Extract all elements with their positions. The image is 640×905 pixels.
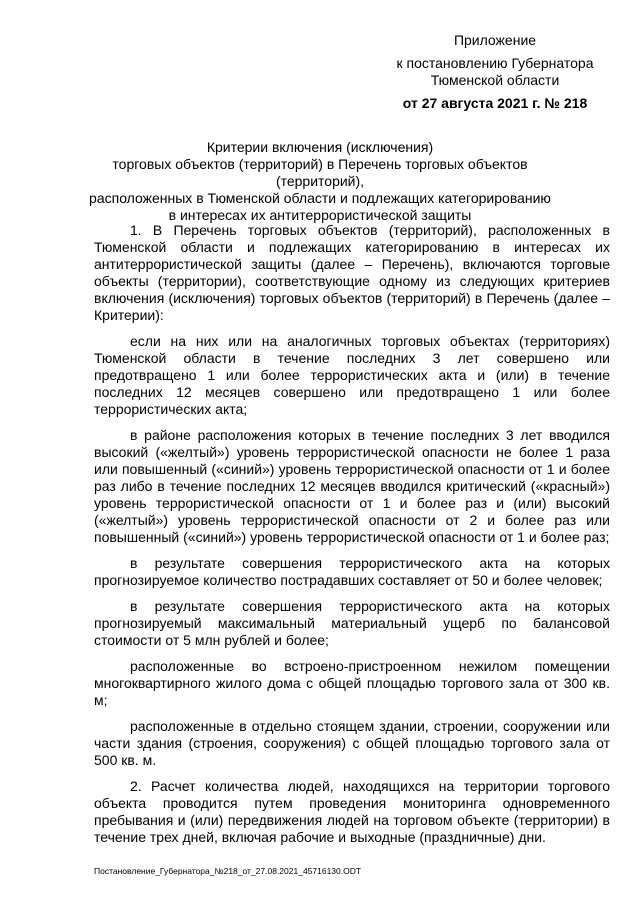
file-name-footer: Постановление_Губернатора_№218_от_27.08.2021_45716130.ODT	[94, 866, 362, 876]
criterion-4: в результате совершения террористического акта на которых прогнозируемый максимальный материальный ущерб по балансовой стоимости от 5 млн рублей и более;	[94, 598, 610, 648]
resolution-reference	[380, 55, 610, 89]
document-title	[80, 139, 560, 224]
title-line-2: торговых объектов (территорий) в Перечень торговых объектов (территорий),	[112, 156, 528, 189]
paragraph-2: 2. Расчет количества людей, находящихся на территории торгового объекта проводится путем проведения мониторинга одновременного пребывания и (или) передвижения людей на торговом объекте (территории) в течение трех дней, включая рабочие и выходные (праздничные) дни.	[94, 778, 610, 845]
appendix-label: Приложение	[453, 32, 537, 48]
criterion-2: в районе расположения которых в течение последних 3 лет вводился высокий («желтый») уровень террористической опасности не более 1 раза или повышенный («синий») уровень террористической опасности от 1 и более раз либо в течение последних 12 месяцев вводился критический («красный») уровень террористической опасности от 1 и более раз и (или) высокий («желтый») уровень террористической опасности от 2 и более раз или повышенный («синий») уровень террористической опасности от 1 и более раз;	[94, 427, 610, 545]
criterion-3: в результате совершения террористического акта на которых прогнозируемое количество пострадавших составляет от 50 и более человек;	[94, 555, 610, 588]
document-body	[94, 222, 610, 855]
title-line-4: в интересах их антитеррористической защиты	[168, 207, 472, 223]
resolution-line-1: к постановлению Губернатора	[396, 55, 594, 71]
title-line-1: Критерии включения (исключения)	[206, 139, 434, 155]
title-line-3: расположенных в Тюменской области и подлежащих категорированию	[89, 190, 551, 206]
criterion-1: если на них или на аналогичных торговых объектах (территориях) Тюменской области в течение последних 3 лет совершено или предотвращено 1 или более террористических акта и (или) в течение последних 12 месяцев совершено или предотвращено 1 или более террористических акта;	[94, 333, 610, 417]
resolution-line-2: Тюменской области	[430, 72, 560, 88]
criterion-5: расположенные во встроено-пристроенном нежилом помещении многоквартирного жилого дома с общей площадью торгового зала от 300 кв. м;	[94, 658, 610, 708]
resolution-date-number: от 27 августа 2021 г. № 218	[402, 95, 588, 111]
criterion-6: расположенные в отдельно стоящем здании, строении, сооружении или части здания (строения, сооружения) с общей площадью торгового зала от 500 кв. м.	[94, 718, 610, 768]
paragraph-1: 1. В Перечень торговых объектов (территорий), расположенных в Тюменской области и подлежащих категорированию в интересах их антитеррористической защиты (далее – Перечень), включаются торговые объекты (территории), соответствующие одному из следующих критериев включения (исключения) торговых объектов (территорий) в Перечень (далее – Критерии):	[94, 222, 610, 323]
